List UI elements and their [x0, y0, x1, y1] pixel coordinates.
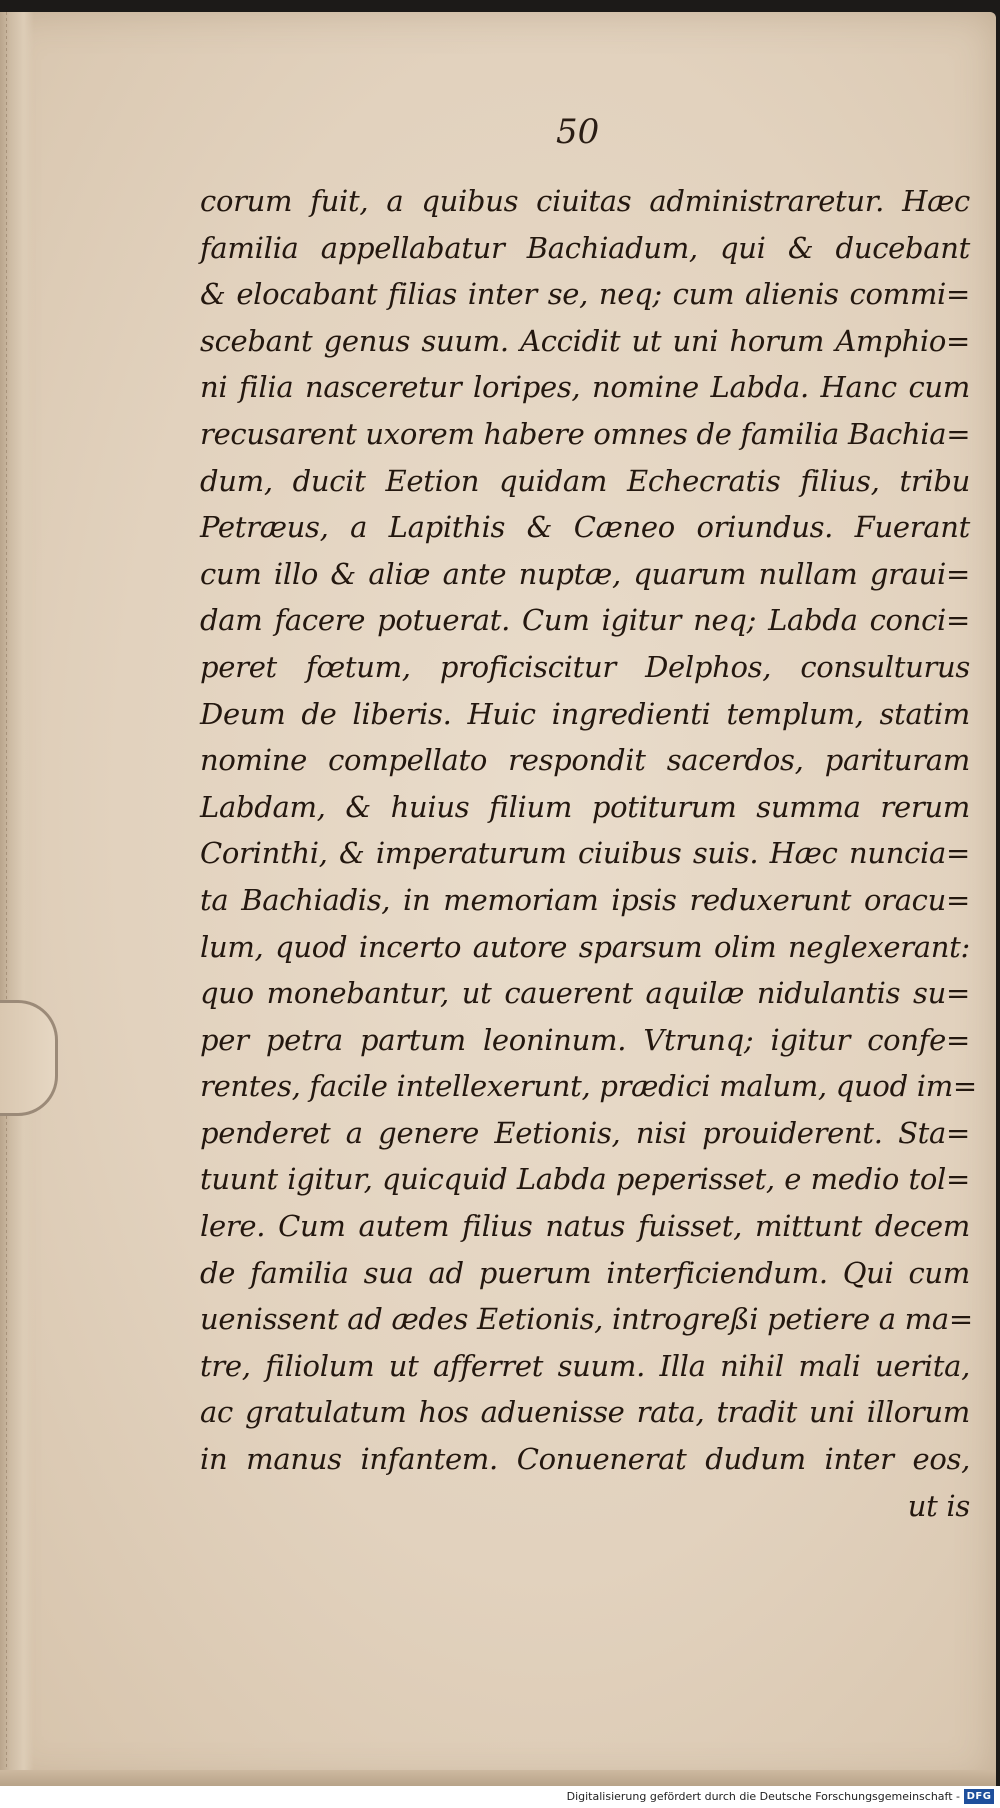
- text-line: ta Bachiadis, in memoriam ipsis reduxerunt oracu=: [200, 882, 970, 917]
- text-line: familia appellabatur Bachiadum, qui & ducebant: [200, 230, 970, 265]
- page-edge-left: [0, 12, 34, 1784]
- text-line: tre, filiolum ut afferret suum. Illa nihil mali uerita,: [200, 1348, 970, 1383]
- catchword: ut is: [907, 1488, 970, 1523]
- text-line: corum fuit, a quibus ciuitas administraretur. Hæc: [200, 184, 970, 218]
- text-line: peret fœtum, proficiscitur Delphos, consulturus: [200, 649, 970, 684]
- text-line: lum, quod incerto autore sparsum olim neglexerant:: [200, 929, 970, 964]
- page-number: 50: [556, 112, 600, 152]
- text-line: rentes, facile intellexerunt, prædici malum, quod im=: [200, 1069, 977, 1104]
- text-line: Petræus, a Lapithis & Cæneo oriundus. Fuerant: [200, 510, 970, 545]
- text-line: uenissent ad ædes Eetionis, introgreßi petiere a ma=: [200, 1302, 973, 1337]
- book-clasp-tab: [0, 1000, 58, 1116]
- body-text: [200, 178, 977, 1529]
- text-line: ni filia nasceretur loripes, nomine Labda. Hanc cum: [200, 370, 970, 405]
- text-line: Labdam, & huius filium potiturum summa rerum: [200, 789, 970, 824]
- text-line: per petra partum leoninum. Vtrunq; igitur confe=: [200, 1022, 970, 1057]
- footer-bar: [0, 1786, 1000, 1808]
- text-line: in manus infantem. Conuenerat dudum inter eos,: [200, 1442, 970, 1477]
- page-edge-bottom: [0, 1770, 996, 1786]
- text-line: Corinthi, & imperaturum ciuibus suis. Hæc nuncia=: [200, 836, 970, 871]
- funding-credit: Digitalisierung gefördert durch die Deutsche Forschungsgemeinschaft -: [566, 1790, 960, 1803]
- text-line: dum, ducit Eetion quidam Echecratis filius, tribu: [200, 463, 970, 498]
- text-line: quo monebantur, ut cauerent aquilæ nidulantis su=: [200, 976, 970, 1011]
- text-line: tuunt igitur, quicquid Labda peperisset, e medio tol=: [200, 1162, 970, 1197]
- text-line: Deum de liberis. Huic ingredienti templum, statim: [200, 696, 970, 731]
- dfg-logo-icon: DFG: [964, 1789, 994, 1804]
- text-line: dam facere potuerat. Cum igitur neq; Labda conci=: [200, 603, 970, 638]
- text-line: scebant genus suum. Accidit ut uni horum Amphio=: [200, 323, 970, 358]
- text-line: lere. Cum autem filius natus fuisset, mittunt decem: [200, 1209, 970, 1244]
- text-line: & elocabant filias inter se, neq; cum alienis commi=: [200, 277, 970, 312]
- text-line: nomine compellato respondit sacerdos, parituram: [200, 743, 970, 778]
- text-line: de familia sua ad puerum interficiendum. Qui cum: [200, 1255, 970, 1290]
- text-line: penderet a genere Eetionis, nisi prouiderent. Sta=: [200, 1115, 970, 1150]
- text-line: recusarent uxorem habere omnes de familia Bachia=: [200, 416, 971, 451]
- text-line: ac gratulatum hos aduenisse rata, tradit uni illorum: [200, 1395, 970, 1430]
- text-line: cum illo & aliæ ante nuptæ, quarum nullam graui=: [200, 556, 970, 591]
